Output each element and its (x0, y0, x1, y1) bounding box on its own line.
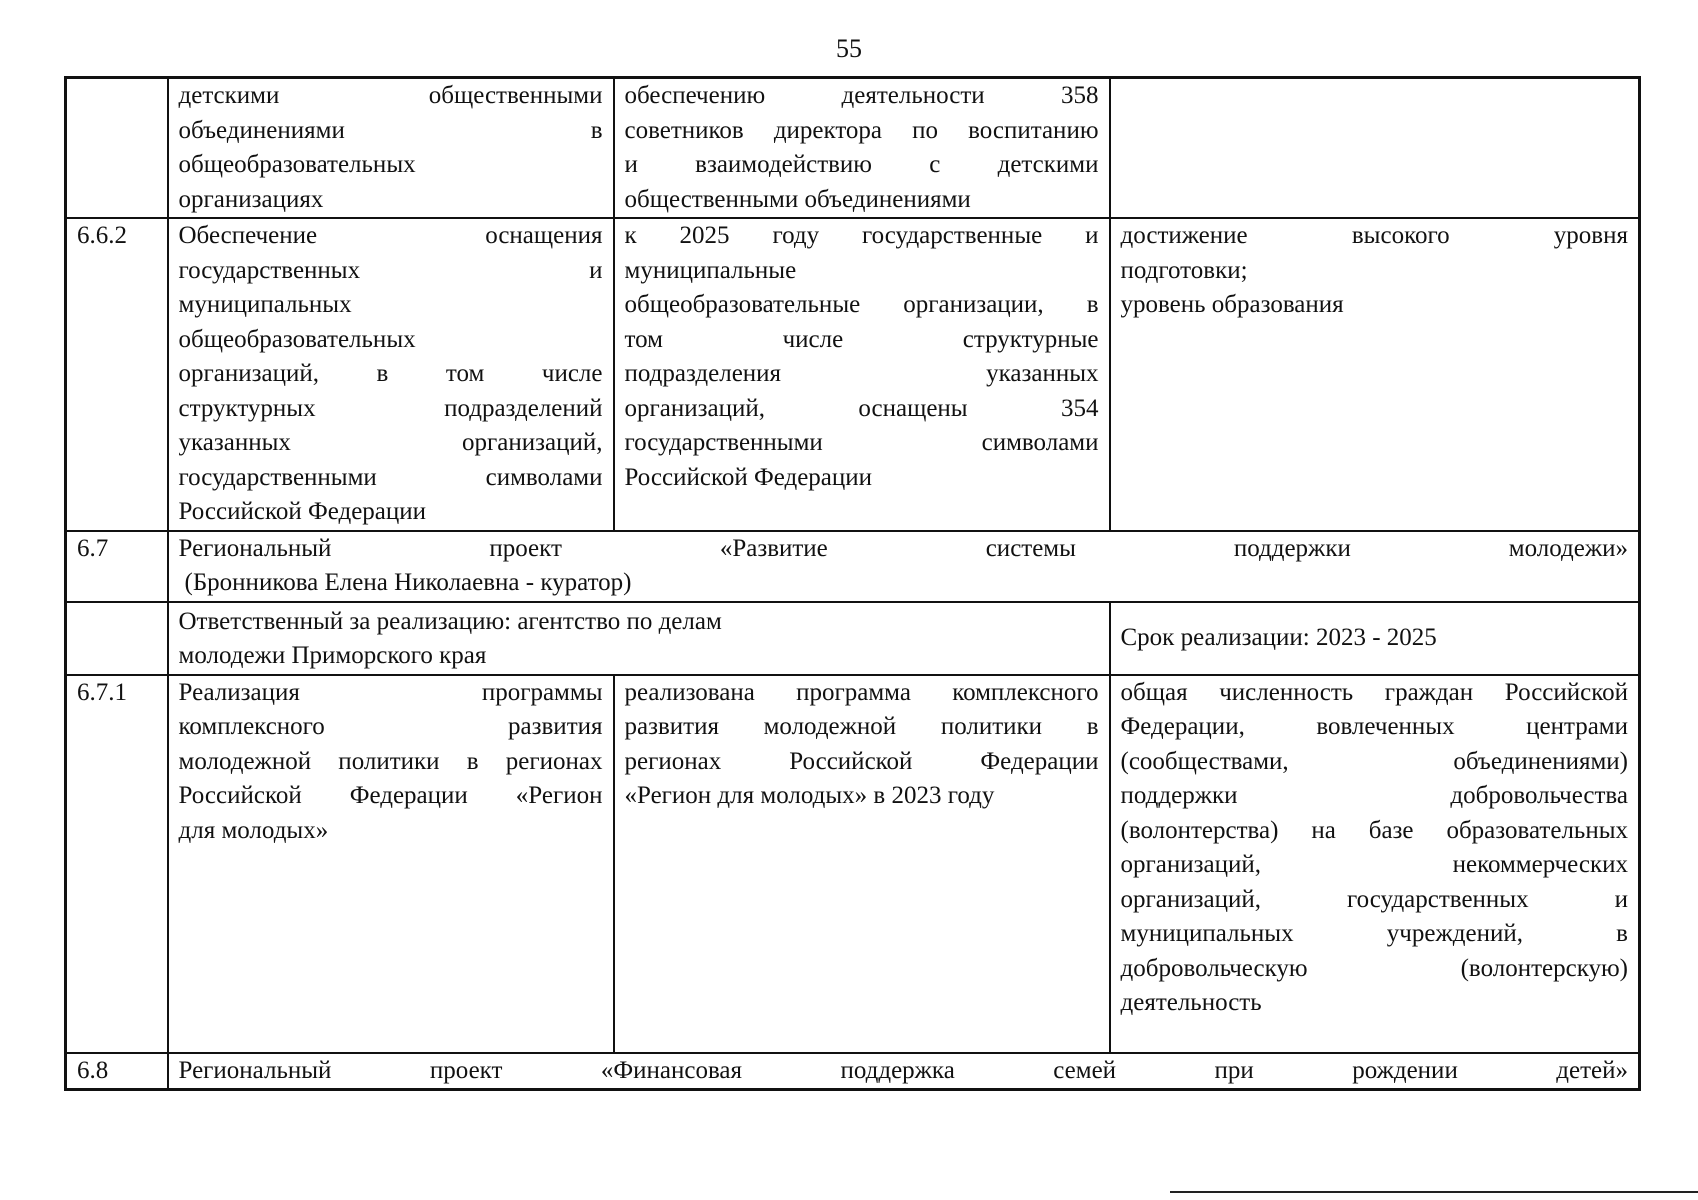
text-line: общеобразовательных (178, 325, 416, 353)
table-row (66, 531, 1640, 602)
text-line: организаций, некоммерческих (1120, 851, 1628, 878)
text-line: советников директора по воспитанию (624, 116, 1099, 144)
row-number (66, 602, 168, 675)
table-row (66, 1053, 1640, 1090)
text-line: комплексного развития (178, 713, 603, 740)
text-line: Обеспечение оснащения (178, 222, 603, 249)
text-line: муниципальные (624, 256, 797, 284)
text-line: Федерации, вовлеченных центрами (1120, 713, 1628, 740)
text-line: организациях (178, 185, 324, 213)
text-line: (волонтерства) на базе образовательных (1120, 816, 1628, 844)
text-line: молодежи Приморского края (178, 642, 487, 669)
footer-rule (1170, 1191, 1698, 1193)
text-line: организаций, оснащены 354 (624, 394, 1099, 422)
text-line: Реализация программы (178, 678, 603, 706)
text-line: структурных подразделений (178, 394, 603, 422)
text-line: государственными символами (624, 429, 1099, 456)
measure-name-cell (168, 218, 614, 531)
term-cell (1110, 602, 1640, 675)
text-line: общественными объединениями (624, 185, 971, 213)
table-row (66, 675, 1640, 1053)
row-number: 6.6.2 (66, 218, 168, 531)
text-line: государственными символами (178, 463, 603, 491)
text-line: детскими общественными (178, 82, 603, 109)
term-text: Срок реализации: 2023 - 2025 (1120, 623, 1437, 651)
measure-name-cell (168, 675, 614, 1053)
project-curator: (Бронникова Елена Николаевна - куратор) (184, 569, 632, 596)
text-line: уровень образования (1120, 291, 1344, 318)
text-line: добровольческую (волонтерскую) (1120, 954, 1628, 982)
table-row (66, 602, 1640, 675)
text-line: общая численность граждан Российской (1120, 678, 1628, 706)
text-line: том числе структурные (624, 325, 1099, 353)
result-cell (614, 218, 1110, 531)
text-line: развития молодежной политики в (624, 713, 1099, 740)
project-title-cell (168, 1053, 1640, 1090)
text-line: поддержки добровольчества (1120, 782, 1628, 809)
text-line: подготовки; (1120, 256, 1248, 284)
text-line: подразделения указанных (624, 360, 1099, 387)
indicator-cell (1110, 218, 1640, 531)
text-line: государственных и (178, 256, 603, 284)
row-number: 6.8 (66, 1053, 168, 1090)
page-number: 55 (836, 34, 862, 63)
indicator-cell (1110, 675, 1640, 1053)
text-line: общеобразовательных (178, 151, 416, 178)
text-line: молодежной политики в регионах (178, 747, 603, 775)
table-row (66, 78, 1640, 219)
text-line: Ответственный за реализацию: агентство по делам (178, 607, 722, 635)
text-line: реализована программа комплексного (624, 678, 1099, 706)
text-line: регионах Российской Федерации (624, 747, 1099, 775)
row-number: 6.7.1 (66, 675, 168, 1053)
text-line: Российской Федерации (178, 498, 427, 525)
text-line: и взаимодействию с детскими (624, 151, 1099, 178)
text-line: для молодых» (178, 816, 329, 844)
table-row (66, 218, 1640, 531)
text-line: объединениями в (178, 116, 603, 144)
text-line: (сообществами, объединениями) (1120, 747, 1628, 775)
responsible-cell (168, 602, 1110, 675)
text-line: муниципальных (178, 291, 352, 318)
text-line: достижение высокого уровня (1120, 222, 1628, 249)
result-cell (614, 78, 1110, 219)
project-title: Региональный проект «Финансовая поддержка семей при рождении детей» (178, 1056, 1628, 1084)
text-line: Российской Федерации (624, 463, 873, 491)
text-line: обеспечению деятельности 358 (624, 82, 1099, 109)
text-line: организаций, в том числе (178, 360, 603, 387)
row-number (66, 78, 168, 219)
text-line: общеобразовательные организации, в (624, 291, 1099, 318)
text-line: указанных организаций, (178, 429, 603, 456)
text-line: Российской Федерации «Регион (178, 782, 603, 809)
text-line: организаций, государственных и (1120, 885, 1628, 913)
project-title-cell (168, 531, 1640, 602)
result-cell (614, 675, 1110, 1053)
measures-table (64, 76, 1641, 1091)
project-title: Региональный проект «Развитие системы поддержки молодежи» (178, 534, 1628, 562)
text-line: муниципальных учреждений, в (1120, 920, 1628, 947)
indicator-cell (1110, 78, 1640, 219)
text-line: к 2025 году государственные и (624, 222, 1099, 249)
measure-name-cell (168, 78, 614, 219)
text-line: деятельность (1120, 989, 1262, 1016)
row-number: 6.7 (66, 531, 168, 602)
text-line: «Регион для молодых» в 2023 году (624, 782, 995, 809)
